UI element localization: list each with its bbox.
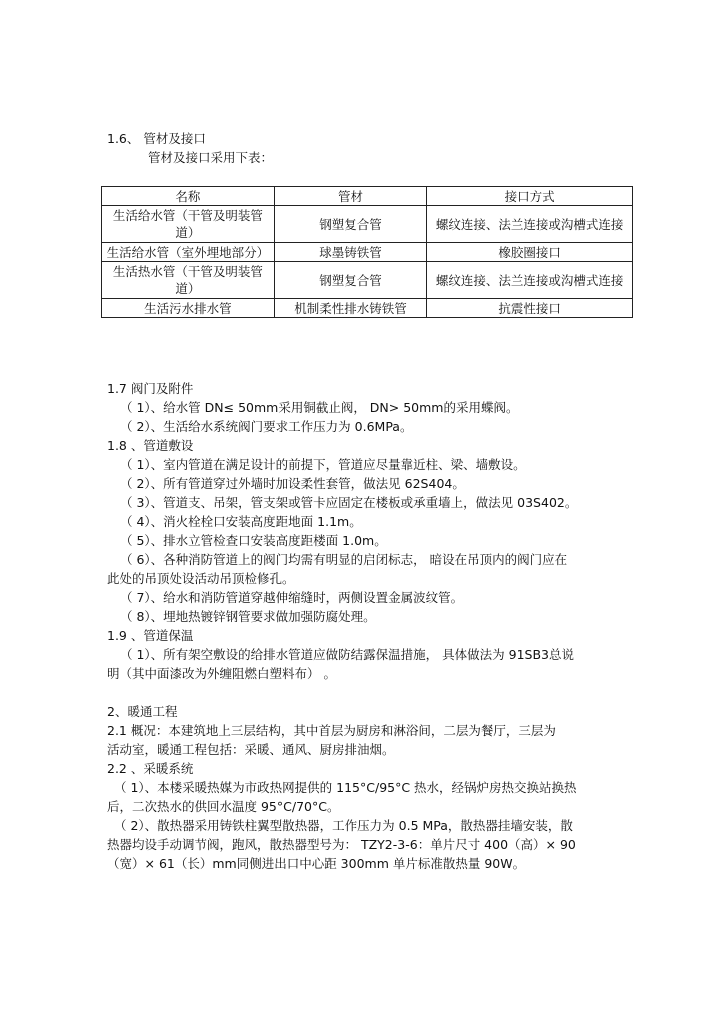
- paragraph-line: （ 1）、给水管 DN≤ 50mm采用铜截止阀， DN> 50mm的采用蝶阀。: [120, 400, 519, 415]
- paragraph-line: （ 1）、所有架空敷设的给排水管道应做防结露保温措施， 具体做法为 91SB3总说: [120, 647, 574, 662]
- cell-name: 生活给水管（室外埋地部分）: [102, 243, 275, 262]
- paragraph-line: 2.1 概况：本建筑地上三层结构，其中首层为厨房和淋浴间，二层为餐厅，三层为: [107, 723, 556, 738]
- cell-joint: 螺纹连接、法兰连接或沟槽式连接: [427, 206, 633, 243]
- cell-joint: 螺纹连接、法兰连接或沟槽式连接: [427, 262, 633, 299]
- table-row: [102, 299, 633, 318]
- cell-material: 球墨铸铁管: [274, 243, 427, 262]
- table-intro: 管材及接口采用下表：: [148, 150, 274, 165]
- heading-1-8: 1.8 、管道敷设: [107, 438, 194, 453]
- header-name: 名称: [102, 187, 275, 206]
- header-material: 管材: [274, 187, 427, 206]
- paragraph-line: 后，二次热水的供回水温度 95°C/70°C。: [107, 799, 340, 814]
- paragraph-line: （ 2）、所有管道穿过外墙时加设柔性套管，做法见 62S404。: [120, 476, 465, 491]
- heading-2-2: 2.2 、采暖系统: [107, 761, 194, 776]
- heading-2: 2、暖通工程: [107, 704, 178, 719]
- paragraph-line: （ 1）、本楼采暖热媒为市政热网提供的 115°C/95°C 热水，经锅炉房热交换站换热: [114, 780, 577, 795]
- table-row: [102, 243, 633, 262]
- paragraph-line: （ 4）、消火栓栓口安装高度距地面 1.1m。: [120, 514, 362, 529]
- paragraph-line: （ 6）、各种消防管道上的阀门均需有明显的启闭标志， 暗设在吊顶内的阀门应在: [120, 552, 568, 567]
- header-joint: 接口方式: [427, 187, 633, 206]
- paragraph-line: （ 3）、管道支、吊架，管支架或管卡应固定在楼板或承重墙上，做法见 03S402。: [120, 495, 578, 510]
- cell-name: 生活给水管（干管及明装管道）: [102, 206, 275, 243]
- paragraph-line: 活动室，暖通工程包括：采暖、通风、厨房排油烟。: [107, 742, 395, 757]
- cell-material: 机制柔性排水铸铁管: [274, 299, 427, 318]
- pipe-table: [101, 186, 633, 318]
- table-row: [102, 206, 633, 243]
- paragraph-line: （宽）× 61（长）mm同侧进出口中心距 300mm 单片标准散热量 90W。: [107, 856, 526, 871]
- cell-material: 钢塑复合管: [274, 206, 427, 243]
- cell-name: 生活污水排水管: [102, 299, 275, 318]
- cell-name: 生活热水管（干管及明装管道）: [102, 262, 275, 299]
- paragraph-line: （ 1）、室内管道在满足设计的前提下，管道应尽量靠近柱、梁、墙敷设。: [120, 457, 526, 472]
- cell-joint: 抗震性接口: [427, 299, 633, 318]
- cell-joint: 橡胶圈接口: [427, 243, 633, 262]
- heading-1-9: 1.9 、管道保温: [107, 628, 194, 643]
- table-header-row: [102, 187, 633, 206]
- paragraph-line: （ 8）、埋地热镀锌钢管要求做加强防腐处理。: [120, 609, 376, 624]
- cell-material: 钢塑复合管: [274, 262, 427, 299]
- paragraph-line: （ 7）、给水和消防管道穿越伸缩缝时，两侧设置金属波纹管。: [120, 590, 464, 605]
- paragraph-line: 热器均设手动调节阀，跑风，散热器型号为： TZY2-3-6：单片尺寸 400（高）× 90: [107, 837, 576, 852]
- table-row: [102, 262, 633, 299]
- heading-1-7: 1.7 阀门及附件: [107, 381, 194, 396]
- paragraph-line: （ 5）、排水立管检查口安装高度距楼面 1.0m。: [120, 533, 387, 548]
- paragraph-line: 此处的吊顶处设活动吊顶检修孔。: [107, 571, 295, 586]
- paragraph-line: （ 2）、散热器采用铸铁柱翼型散热器，工作压力为 0.5 MPa，散热器挂墙安装，散: [114, 818, 573, 833]
- paragraph-line: （ 2）、生活给水系统阀门要求工作压力为 0.6MPa。: [120, 419, 413, 434]
- section-heading: 1.6、 管材及接口: [107, 131, 206, 146]
- paragraph-line: 明（其中面漆改为外缠阻燃白塑料布） 。: [107, 666, 336, 681]
